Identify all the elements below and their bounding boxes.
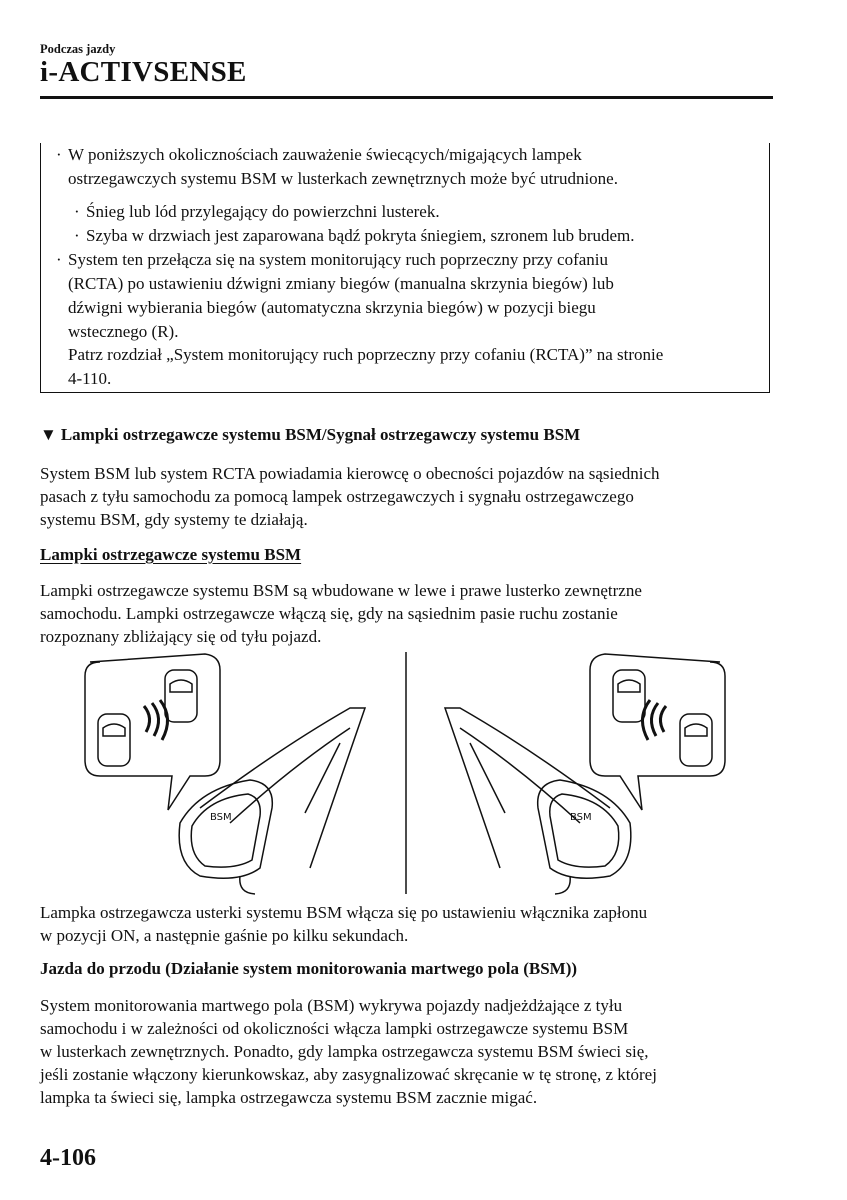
page-number: 4-106 [40,1145,96,1171]
intro-line-1: System BSM lub system RCTA powiadamia kierowcę o obecności pojazdów na sąsiednich [40,464,660,483]
notice-item-2-line-1: System ten przełącza się na system monitorujący ruch poprzeczny przy cofaniu [68,250,609,269]
header-section-label: Podczas jazdy [40,42,116,56]
intro-line-2: pasach z tyłu samochodu za pomocą lampek ostrzegawczych i sygnału ostrzegawczego [40,487,634,506]
notice-item-1-line-2: ostrzegawczych systemu BSM w lusterkach zewnętrznych może być utrudnione. [68,169,618,188]
lamps-line-2: samochodu. Lampki ostrzegawcze włączą się, gdy na sąsiednim pasie ruchu zostanie [40,604,618,623]
section-heading-text: Lampki ostrzegawcze systemu BSM/Sygnał ostrzegawczy systemu BSM [60,425,581,444]
triangle-down-icon: ▼ [40,425,57,444]
notice-item-2-line-5: Patrz rozdział „System monitorujący ruch poprzeczny przy cofaniu (RCTA)” na stronie [68,345,664,364]
notice-item-2-line-4: wstecznego (R). [68,322,179,341]
notice-item-1-line-1: W poniższych okolicznościach zauważenie świecących/migających lampek [68,145,582,164]
bullet-dot: · [56,145,62,164]
bullet-dot: · [56,250,62,269]
lamps-subheading: Lampki ostrzegawcze systemu BSM [40,545,302,564]
bullet-dot: · [74,202,80,221]
forward-line-4: jeśli zostanie włączony kierunkowskaz, aby zasygnalizować skręcanie w tę stronę, z której [40,1065,657,1084]
notice-subitem-2: Szyba w drzwiach jest zaparowana bądź pokryta śniegiem, szronem lub brudem. [86,226,635,245]
right-pillar [445,708,610,868]
left-pillar [200,708,365,868]
forward-driving-heading: Jazda do przodu (Działanie system monitorowania martwego pola (BSM)) [40,959,578,978]
notice-subitem-1: Śnieg lub lód przylegający do powierzchni lusterek. [86,202,440,221]
lamps-line-1: Lampki ostrzegawcze systemu BSM są wbudowane w lewe i prawe lusterko zewnętrzne [40,581,642,600]
forward-line-5: lampka ta świeci się, lampka ostrzegawcza systemu BSM zacznie migać. [40,1088,538,1107]
left-rear-car-icon [165,670,197,722]
forward-line-2: samochodu i w zależności od okoliczności włącza lampki ostrzegawcze systemu BSM [40,1019,629,1038]
section-heading [40,425,580,445]
right-callout-bubble [590,654,725,810]
right-mirror-bsm-lamp: BSM [570,812,592,823]
after-illustration-line-1: Lampka ostrzegawcza usterki systemu BSM włącza się po ustawieniu włącznika zapłonu [40,903,648,922]
forward-line-3: w lusterkach zewnętrznych. Ponadto, gdy lampka ostrzegawcza systemu BSM świeci się, [40,1042,649,1061]
header-rule [40,96,773,99]
notice-item-2-line-6: 4-110. [68,369,112,388]
left-mirror-illustration [85,654,365,894]
right-mirror-illustration [445,654,725,894]
bullet-dot: · [74,226,80,245]
right-rear-car-icon [613,670,645,722]
bsm-mirror-illustration [80,648,730,898]
notice-item-2-line-2: (RCTA) po ustawieniu dźwigni zmiany biegów (manualna skrzynia biegów) lub [68,274,614,293]
left-mirror-bsm-lamp: BSM [210,812,232,823]
notice-item-2-line-3: dźwigni wybierania biegów (automatyczna skrzynia biegów) w pozycji biegu [68,298,596,317]
forward-line-1: System monitorowania martwego pola (BSM) wykrywa pojazdy nadjeżdżające z tyłu [40,996,623,1015]
right-host-car-icon [680,714,712,766]
page-title: i-ACTIVSENSE [40,56,247,88]
left-host-car-icon [98,714,130,766]
left-callout-bubble [85,654,220,810]
lamps-line-3: rozpoznany zbliżający się od tyłu pojazd. [40,627,322,646]
after-illustration-line-2: w pozycji ON, a następnie gaśnie po kilku sekundach. [40,926,409,945]
intro-line-3: systemu BSM, gdy systemy te działają. [40,510,308,529]
